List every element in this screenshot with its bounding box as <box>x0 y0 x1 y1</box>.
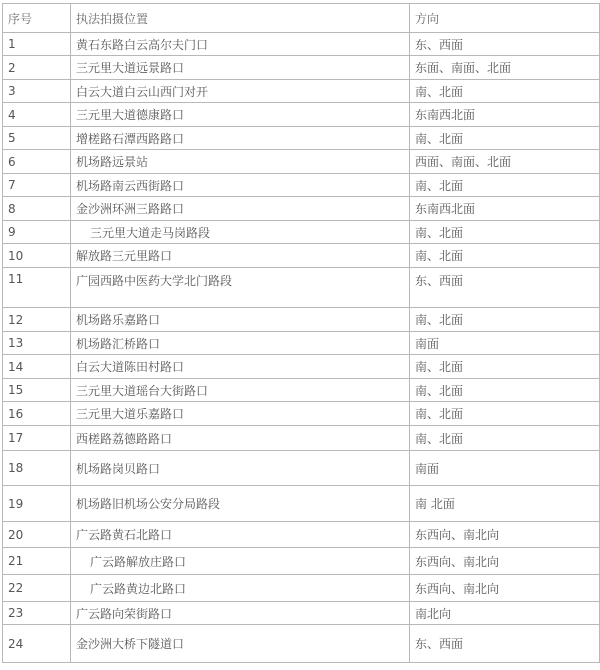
row-location: 机场路旧机场公安分局路段 <box>71 486 410 522</box>
row-location: 三元里大道走马岗路段 <box>71 221 410 244</box>
row-direction: 东面、南面、北面 <box>410 56 600 80</box>
row-direction: 南、北面 <box>410 127 600 150</box>
row-number: 9 <box>3 221 71 244</box>
row-location: 广云路解放庄路口 <box>71 548 410 575</box>
row-number: 19 <box>3 486 71 522</box>
row-location: 增槎路石潭西路路口 <box>71 127 410 150</box>
row-number: 8 <box>3 197 71 221</box>
row-direction: 东南西北面 <box>410 103 600 127</box>
row-direction: 东、西面 <box>410 625 600 663</box>
row-location: 机场路南云西街路口 <box>71 174 410 197</box>
row-direction: 东、西面 <box>410 33 600 56</box>
table-row <box>3 268 600 308</box>
row-direction: 东西向、南北向 <box>410 575 600 602</box>
row-number: 2 <box>3 56 71 80</box>
row-location: 机场路乐嘉路口 <box>71 308 410 332</box>
row-direction: 东、西面 <box>410 268 600 308</box>
table-row <box>3 80 600 103</box>
table-row <box>3 426 600 451</box>
row-location: 三元里大道远景路口 <box>71 56 410 80</box>
row-number: 1 <box>3 33 71 56</box>
row-direction: 南、北面 <box>410 221 600 244</box>
table-row <box>3 522 600 548</box>
row-location: 三元里大道乐嘉路口 <box>71 402 410 426</box>
row-location: 金沙洲环洲三路路口 <box>71 197 410 221</box>
row-location: 白云大道白云山西门对开 <box>71 80 410 103</box>
row-number: 18 <box>3 451 71 486</box>
row-number: 12 <box>3 308 71 332</box>
row-location: 金沙洲大桥下隧道口 <box>71 625 410 663</box>
header-direction: 方向 <box>410 4 600 33</box>
row-number: 16 <box>3 402 71 426</box>
table-row <box>3 332 600 355</box>
row-location: 广云路向荣街路口 <box>71 602 410 625</box>
row-direction: 南面 <box>410 451 600 486</box>
row-location: 三元里大道瑶台大街路口 <box>71 379 410 402</box>
table-row <box>3 197 600 221</box>
table-row <box>3 379 600 402</box>
row-direction: 南、北面 <box>410 80 600 103</box>
row-location: 广园西路中医药大学北门路段 <box>71 268 410 308</box>
row-number: 23 <box>3 602 71 625</box>
row-number: 24 <box>3 625 71 663</box>
row-number: 17 <box>3 426 71 451</box>
row-location: 机场路岗贝路口 <box>71 451 410 486</box>
table-row <box>3 308 600 332</box>
row-number: 14 <box>3 355 71 379</box>
camera-location-table <box>2 3 600 663</box>
row-location: 广云路黄边北路口 <box>71 575 410 602</box>
table-row <box>3 103 600 127</box>
row-number: 22 <box>3 575 71 602</box>
header-location: 执法拍摄位置 <box>71 4 410 33</box>
row-direction: 南、北面 <box>410 244 600 268</box>
table-row <box>3 56 600 80</box>
row-number: 15 <box>3 379 71 402</box>
row-direction: 南、北面 <box>410 174 600 197</box>
row-number: 4 <box>3 103 71 127</box>
table-row <box>3 451 600 486</box>
row-location: 黄石东路白云高尔夫门口 <box>71 33 410 56</box>
row-location: 机场路远景站 <box>71 150 410 174</box>
table-row <box>3 244 600 268</box>
table-row <box>3 150 600 174</box>
table-row <box>3 355 600 379</box>
row-direction: 南、北面 <box>410 379 600 402</box>
table-row <box>3 575 600 602</box>
row-number: 21 <box>3 548 71 575</box>
row-direction: 南、北面 <box>410 402 600 426</box>
table-row <box>3 402 600 426</box>
row-direction: 东南西北面 <box>410 197 600 221</box>
row-location: 西槎路荔德路路口 <box>71 426 410 451</box>
row-number: 3 <box>3 80 71 103</box>
row-direction: 南北向 <box>410 602 600 625</box>
row-location: 机场路汇桥路口 <box>71 332 410 355</box>
row-direction: 东西向、南北向 <box>410 522 600 548</box>
row-direction: 南、北面 <box>410 308 600 332</box>
row-direction: 东西向、南北向 <box>410 548 600 575</box>
row-number: 7 <box>3 174 71 197</box>
row-number: 10 <box>3 244 71 268</box>
row-direction: 南面 <box>410 332 600 355</box>
table-row <box>3 548 600 575</box>
table-row <box>3 127 600 150</box>
row-direction: 南、北面 <box>410 355 600 379</box>
header-serial-number: 序号 <box>3 4 71 33</box>
row-direction: 西面、南面、北面 <box>410 150 600 174</box>
row-number: 5 <box>3 127 71 150</box>
row-location: 解放路三元里路口 <box>71 244 410 268</box>
table-header-row <box>3 4 600 33</box>
row-location: 白云大道陈田村路口 <box>71 355 410 379</box>
table-row <box>3 486 600 522</box>
table-row <box>3 625 600 663</box>
row-location: 三元里大道德康路口 <box>71 103 410 127</box>
row-direction: 南 北面 <box>410 486 600 522</box>
row-number: 20 <box>3 522 71 548</box>
row-number: 11 <box>3 268 71 308</box>
table-row <box>3 174 600 197</box>
row-number: 13 <box>3 332 71 355</box>
row-direction: 南、北面 <box>410 426 600 451</box>
table-row <box>3 33 600 56</box>
row-location: 广云路黄石北路口 <box>71 522 410 548</box>
row-number: 6 <box>3 150 71 174</box>
table-row <box>3 602 600 625</box>
table-row <box>3 221 600 244</box>
